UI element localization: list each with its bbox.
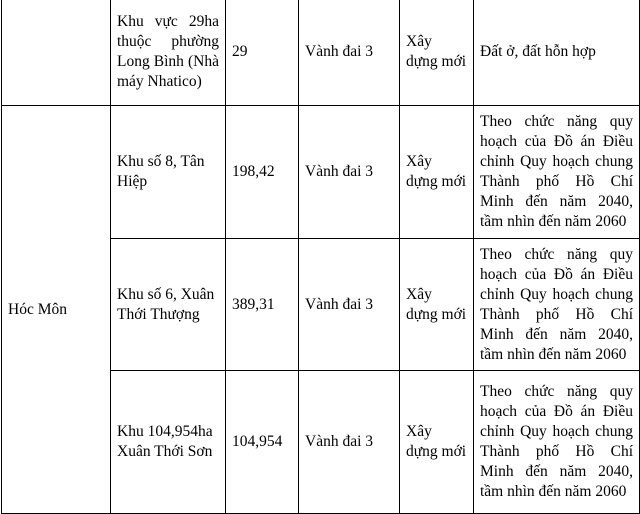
district-cell: Hóc Môn [2,106,111,514]
ring-road-cell: Vành đai 3 [299,371,400,514]
land-use-cell: Đất ở, đất hỗn hợp [474,0,640,106]
area-name-cell: Khu số 8, Tân Hiệp [111,106,226,239]
district-cell-empty [2,0,111,106]
construction-type-cell: Xây dựng mới [400,0,474,106]
ring-road-cell: Vành đai 3 [299,106,400,239]
land-use-cell: Theo chức năng quy hoạch của Đồ án Điều chỉnh Quy hoạch chung Thành phố Hồ Chí Minh đến năm 2040, tầm nhìn đến năm 2060 [474,106,640,239]
land-use-cell: Theo chức năng quy hoạch của Đồ án Điều chỉnh Quy hoạch chung Thành phố Hồ Chí Minh đến năm 2040, tầm nhìn đến năm 2060 [474,371,640,514]
area-name-cell: Khu 104,954ha Xuân Thới Sơn [111,371,226,514]
table-row [2,106,640,239]
area-size-cell: 29 [226,0,299,106]
area-name-cell: Khu số 6, Xuân Thới Thượng [111,239,226,371]
planning-table [1,0,640,514]
area-size-cell: 198,42 [226,106,299,239]
land-use-cell: Theo chức năng quy hoạch của Đồ án Điều chỉnh Quy hoạch chung Thành phố Hồ Chí Minh đến năm 2040, tầm nhìn đến năm 2060 [474,239,640,371]
construction-type-cell: Xây dựng mới [400,106,474,239]
ring-road-cell: Vành đai 3 [299,239,400,371]
area-name-cell: Khu vực 29ha thuộc phường Long Bình (Nhà máy Nhatico) [111,0,226,106]
ring-road-cell: Vành đai 3 [299,0,400,106]
area-size-cell: 389,31 [226,239,299,371]
construction-type-cell: Xây dựng mới [400,371,474,514]
table-row [2,0,640,106]
construction-type-cell: Xây dựng mới [400,239,474,371]
area-size-cell: 104,954 [226,371,299,514]
